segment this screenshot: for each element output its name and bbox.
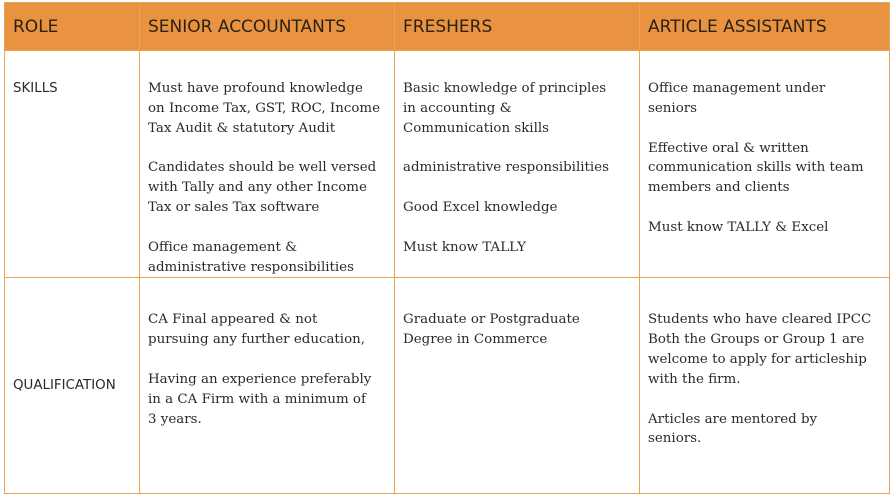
cell-paragraph [403, 158, 631, 178]
skills-articles-cell [640, 51, 890, 278]
cell-paragraph [403, 198, 631, 218]
cell-line: 3 years. [148, 411, 202, 427]
header-freshers: FRESHERS [395, 3, 640, 51]
cell-line: CA Final appeared & not [148, 312, 318, 328]
skills-freshers-cell [395, 51, 640, 278]
cell-line: Having an experience preferably [148, 371, 372, 387]
cell-paragraph [648, 310, 881, 389]
cell-line: seniors. [648, 431, 702, 447]
qualification-articles-cell [640, 278, 890, 494]
cell-line: in a CA Firm with a minimum of [148, 391, 366, 407]
cell-paragraph [148, 79, 386, 138]
qualification-senior-cell [140, 278, 395, 494]
cell-line: Candidates should be well versed [148, 160, 377, 176]
cell-line: Must know TALLY [403, 239, 526, 255]
cell-line: Students who have cleared IPCC [648, 312, 872, 328]
cell-paragraph [148, 158, 386, 217]
cell-paragraph [403, 79, 631, 138]
header-senior-accountants: SENIOR ACCOUNTANTS [140, 3, 395, 51]
qualification-row [5, 278, 890, 494]
cell-paragraph [403, 238, 631, 258]
cell-line: Effective oral & written [648, 140, 809, 156]
cell-paragraph [148, 370, 386, 429]
cell-line: Must know TALLY & Excel [648, 219, 829, 235]
cell-paragraph [148, 238, 386, 278]
cell-paragraph [648, 410, 881, 450]
qualification-freshers-cell [395, 278, 640, 494]
cell-paragraph [148, 310, 386, 350]
cell-line: administrative responsibilities [148, 259, 354, 275]
cell-line: Office management & [148, 239, 298, 255]
cell-line: Must have profound knowledge [148, 81, 363, 96]
cell-line: members and clients [648, 180, 790, 196]
cell-line: communication skills with team [648, 160, 864, 176]
cell-line: Degree in Commerce [403, 332, 548, 348]
cell-line: with Tally and any other Income [148, 180, 367, 196]
cell-line: welcome to apply for articleship [648, 351, 867, 367]
cell-line: Tax or sales Tax software [148, 199, 320, 215]
cell-line: Graduate or Postgraduate [403, 312, 580, 328]
cell-paragraph [648, 139, 881, 198]
cell-line: Basic knowledge of principles [403, 81, 607, 96]
cell-line: Office management under [648, 81, 826, 96]
skills-label: SKILLS [5, 51, 140, 278]
cell-line: Communication skills [403, 120, 550, 136]
cell-line: seniors [648, 100, 698, 116]
cell-line: pursuing any further education, [148, 332, 366, 348]
skills-row [5, 51, 890, 278]
cell-line: Good Excel knowledge [403, 200, 558, 216]
skills-senior-cell [140, 51, 395, 278]
header-article-assistants: ARTICLE ASSISTANTS [640, 3, 890, 51]
cell-line: Articles are mentored by [648, 411, 818, 427]
cell-line: with the firm. [648, 371, 741, 387]
cell-line: administrative responsibilities [403, 160, 609, 176]
cell-line: in accounting & [403, 100, 512, 116]
header-role: ROLE [5, 3, 140, 51]
cell-line: on Income Tax, GST, ROC, Income [148, 100, 381, 116]
cell-paragraph [648, 79, 881, 119]
header-row [5, 3, 890, 51]
qualification-label: QUALIFICATION [5, 278, 140, 494]
cell-paragraph [403, 310, 631, 350]
cell-line: Both the Groups or Group 1 are [648, 332, 865, 348]
cell-paragraph [648, 218, 881, 238]
roles-table [4, 2, 890, 494]
cell-line: Tax Audit & statutory Audit [148, 120, 336, 136]
